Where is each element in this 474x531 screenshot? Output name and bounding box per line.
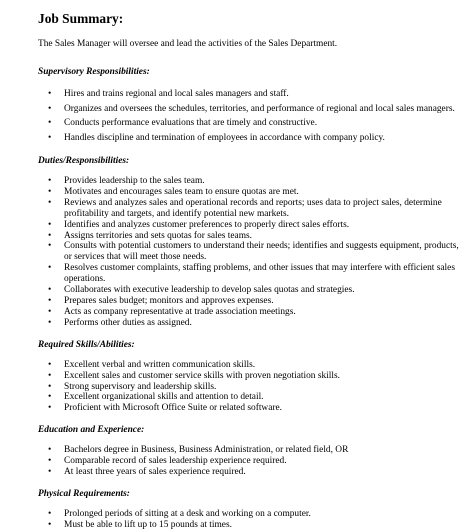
list-item: • Excellent organizational skills and attention to detail.	[64, 392, 462, 403]
list-item: • Resolves customer complaints, staffing problems, and other issues that may interfere with efficient sales operations.	[64, 263, 462, 285]
list-item: • Excellent verbal and written communication skills.	[64, 360, 462, 371]
list-item: • Prolonged periods of sitting at a desk and working on a computer.	[64, 509, 462, 520]
list-item: • Bachelors degree in Business, Business Administration, or related field, OR	[64, 445, 462, 456]
list-item: • Provides leadership to the sales team.	[64, 176, 462, 187]
job-summary-text: The Sales Manager will oversee and lead the activities of the Sales Department.	[38, 39, 338, 49]
supervisory-list	[38, 87, 462, 145]
education-list	[38, 445, 462, 478]
list-item: • Identifies and analyzes customer preferences to properly direct sales efforts.	[64, 220, 462, 231]
skills-list	[38, 360, 462, 415]
list-item: • Must be able to lift up to 15 pounds at times.	[64, 520, 462, 531]
duties-list	[38, 176, 462, 329]
list-item: • Comparable record of sales leadership experience required.	[64, 456, 462, 467]
list-item: • Assigns territories and sets quotas for sales teams.	[64, 231, 462, 242]
page-title: Job Summary:	[38, 11, 124, 26]
list-item: • Organizes and oversees the schedules, territories, and performance of regional and local sales managers.	[64, 102, 462, 117]
list-item: • Hires and trains regional and local sales managers and staff.	[64, 87, 462, 102]
list-item: • Motivates and encourages sales team to ensure quotas are met.	[64, 187, 462, 198]
list-item: • Conducts performance evaluations that are timely and constructive.	[64, 116, 462, 131]
list-item: • Collaborates with executive leadership to develop sales quotas and strategies.	[64, 285, 462, 296]
list-item: • Strong supervisory and leadership skills.	[64, 382, 462, 393]
section-heading-skills: Required Skills/Abilities:	[38, 339, 135, 350]
list-item: • Performs other duties as assigned.	[64, 318, 462, 329]
section-heading-duties: Duties/Responsibilities:	[38, 156, 130, 166]
list-item: • Proficient with Microsoft Office Suite or related software.	[64, 403, 462, 414]
list-item: • Prepares sales budget; monitors and approves expenses.	[64, 296, 462, 307]
list-item: • Acts as company representative at trade association meetings.	[64, 307, 462, 318]
section-heading-supervisory: Supervisory Responsibilities:	[38, 67, 150, 77]
list-item: • At least three years of sales experience required.	[64, 467, 462, 478]
list-item: • Handles discipline and termination of employees in accordance with company policy.	[64, 131, 462, 146]
list-item: • Excellent sales and customer service skills with proven negotiation skills.	[64, 371, 462, 382]
list-item: • Reviews and analyzes sales and operational records and reports; uses data to project sales, determine profitability and targets, and identify potential new markets.	[64, 198, 462, 220]
physical-list	[38, 509, 462, 531]
list-item: • Consults with potential customers to understand their needs; identifies and suggests equipment, products, or services that will meet those needs.	[64, 241, 462, 263]
section-heading-education: Education and Experience:	[38, 425, 145, 436]
section-heading-physical: Physical Requirements:	[38, 488, 130, 499]
